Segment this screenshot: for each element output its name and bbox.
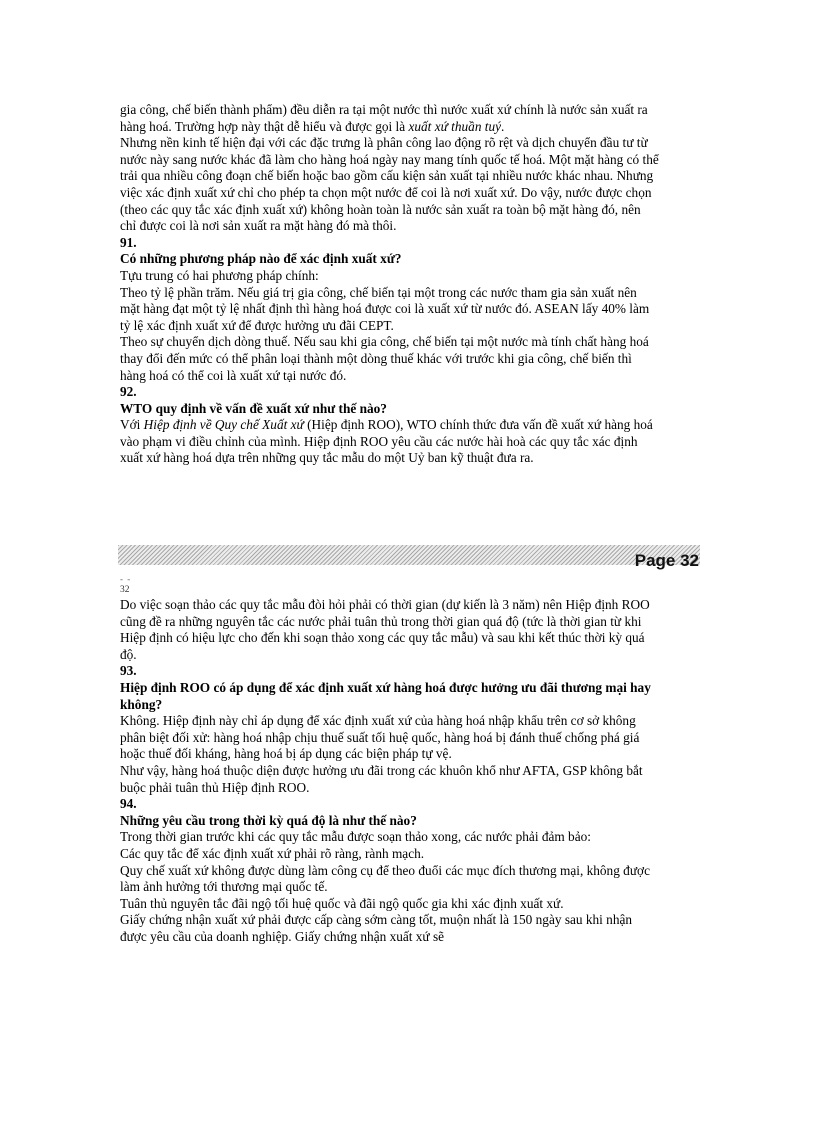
paragraph-pure-origin: gia công, chế biến thành phẩm) đều diễn ra tại một nước thì nước xuất xứ chính là nước sản xuất ra hàng hoá. Trường hợp này thật dễ hiểu và được gọi là xuất xứ thuần tuý. xyxy=(120,102,648,134)
agreement-name: Hiệp định về Quy chế Xuất xứ xyxy=(143,417,304,433)
page-number-small: 32 xyxy=(120,585,130,595)
question-93-title: Hiệp định ROO có áp dụng để xác định xuất xứ hàng hoá được hưởng ưu đãi thương mại hay không? xyxy=(120,679,651,712)
question-92-title: WTO quy định về vấn đề xuất xứ như thế nào? xyxy=(120,400,387,416)
page-label: Page 32 xyxy=(634,551,699,570)
question-94-requirement-clear-rules: Các quy tắc để xác định xuất xứ phải rõ ràng, rành mạch. xyxy=(120,845,425,861)
question-93-number: 93. xyxy=(120,663,137,679)
question-94-requirement-no-trade-tool: Quy chế xuất xứ không được dùng làm công cụ để theo đuổi các mục đích thương mại, không được làm ảnh hưởng tới thương mại quốc tế. xyxy=(120,862,650,895)
paragraph-transition-rules: Do việc soạn thảo các quy tắc mẫu đòi hỏi phải có thời gian (dự kiến là 3 năm) nên Hiệp định ROO cũng đề ra những nguyên tắc các nước phải tuân thủ trong thời gian quá độ (tức là thời gian từ khi Hiệp định có hiệu lực cho đến khi soạn thảo xong các quy tắc mẫu) và sau khi kết thúc thời kỳ quá độ. xyxy=(120,597,650,662)
question-92-number: 92. xyxy=(120,384,137,400)
paragraph-modern-economy: Nhưng nền kinh tế hiện đại với các đặc trưng là phân công lao động rõ rệt và dịch chuyển đầu tư từ nước này sang nước khác đã làm cho hàng hoá ngày nay mang tính quốc tế hoá. Một mặt hàng có thể trải qua nhiều công đoạn chế biến hoặc bao gồm cấu kiện sản xuất tại nhiều nước khác nhau. Nhưng việc xác định xuất xứ chỉ cho phép ta chọn một nước để coi là nơi xuất xứ. Do vậy, nước được chọn (theo các quy tắc xác định xuất xứ) không hoàn toàn là nước sản xuất ra toàn bộ mặt hàng đó, nên chỉ được coi là nơi sản xuất ra mặt hàng đó mà thôi. xyxy=(120,135,659,234)
question-94-requirement-certificate: Giấy chứng nhận xuất xứ phải được cấp càng sớm càng tốt, muộn nhất là 150 ngày sau khi nhận được yêu cầu của doanh nghiệp. Giấy chứng nhận xuất xứ sẽ xyxy=(120,912,633,944)
page-31-text-block xyxy=(120,102,660,467)
question-94-title: Những yêu cầu trong thời kỳ quá độ là như thế nào? xyxy=(120,812,417,828)
page-dash-marker: - - xyxy=(120,574,132,584)
page-separator-bar xyxy=(118,545,700,565)
question-91-intro: Tựu trung có hai phương pháp chính: xyxy=(120,267,319,283)
page-32-text-block xyxy=(120,597,660,945)
question-92-answer: Với Hiệp định về Quy chế Xuất xứ (Hiệp định ROO), WTO chính thức đưa vấn đề xuất xứ hàng hoá vào phạm vi điều chỉnh của mình. Hiệp định ROO yêu cầu các nước hài hoà các quy tắc xác định xuất xứ hàng hoá dựa trên những quy tắc mẫu do một Uỷ ban kỹ thuật đưa ra. xyxy=(120,417,653,466)
question-94-number: 94. xyxy=(120,796,137,812)
question-94-intro: Trong thời gian trước khi các quy tắc mẫu được soạn thảo xong, các nước phải đảm bảo: xyxy=(120,829,591,845)
question-91-method-percentage: Theo tỷ lệ phần trăm. Nếu giá trị gia công, chế biến tại một trong các nước tham gia sản xuất nên mặt hàng đạt một tỷ lệ nhất định thì hàng hoá được coi là xuất xứ từ nước đó. ASEAN lấy 40% làm tỷ lệ xác định xuất xứ để được hưởng ưu đãi CEPT. xyxy=(120,284,650,333)
question-93-conclusion: Như vậy, hàng hoá thuộc diện được hưởng ưu đãi trong các khuôn khổ như AFTA, GSP không bắt buộc phải tuân thủ Hiệp định ROO. xyxy=(120,762,643,795)
question-91-method-tariff-shift: Theo sự chuyển dịch dòng thuế. Nếu sau khi gia công, chế biến tại một nước mà tính chất hàng hoá thay đổi đến mức có thể phân loại thành một dòng thuế khác với trước khi gia công, chế biến thì hàng hoá có thể coi là xuất xứ tại nước đó. xyxy=(120,334,649,383)
question-93-answer: Không. Hiệp định này chỉ áp dụng để xác định xuất xứ của hàng hoá nhập khẩu trên cơ sở không phân biệt đối xử: hàng hoá nhập chịu thuế suất tối huệ quốc, hàng hoá bị đánh thuế chống phá giá hoặc thuế đối kháng, hàng hoá bị áp dụng các biện pháp tự vệ. xyxy=(120,713,640,762)
question-91-title: Có những phương pháp nào để xác định xuất xứ? xyxy=(120,251,402,267)
question-91-number: 91. xyxy=(120,234,137,250)
question-94-requirement-mfn: Tuân thủ nguyên tắc đãi ngộ tối huệ quốc và đãi ngộ quốc gia khi xác định xuất xứ. xyxy=(120,895,564,911)
pure-origin-term: xuất xứ thuần tuý xyxy=(408,118,502,134)
